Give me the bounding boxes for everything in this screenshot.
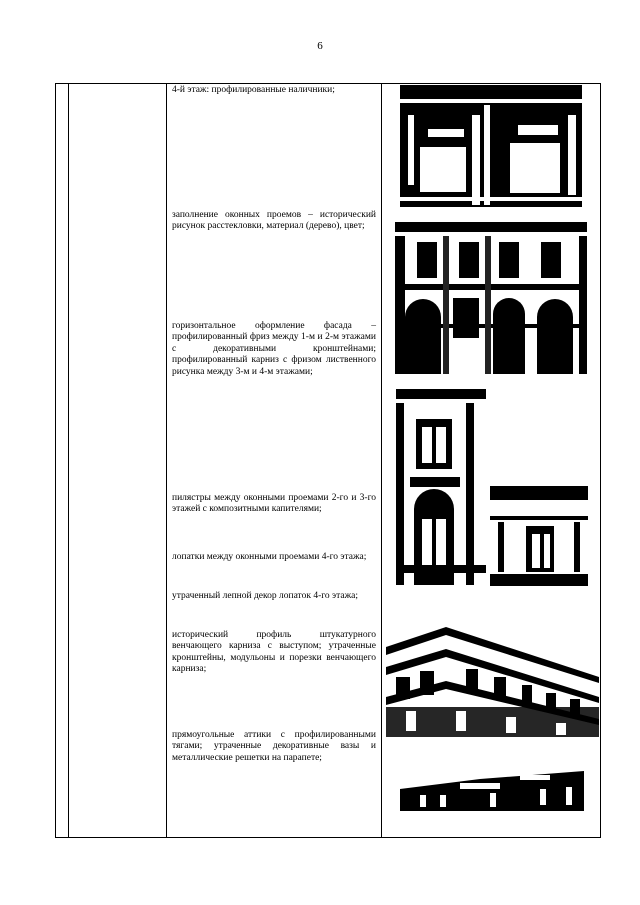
photo-pilasters (396, 389, 486, 585)
description-attics: прямоугольные аттики с профилированными тягами; утраченные декоративные вазы и металлические решетки на парапете; (172, 730, 376, 763)
description-lopatki: лопатки между оконными проемами 4-го этажа; (172, 552, 367, 562)
photo-attic (400, 765, 584, 811)
photo-facade-windows (395, 222, 587, 374)
photo-cornice (386, 607, 599, 737)
column-divider-3 (381, 84, 382, 837)
photo-window-frames (400, 85, 582, 207)
description-cornice: исторический профиль штукатурного венчающего карниза с выступом; утраченные кронштейны, модульоны и порезки венчающего карниза; (172, 630, 376, 675)
description-lost-decor: утраченный лепной декор лопаток 4-го этажа; (172, 591, 358, 601)
description-horizontal-decor: горизонтальное оформление фасада – профилированный фриз между 1-м и 2-м этажами с декоративными кронштейнами; профилированный карниз с фризом лиственного рисунка между 3-м и 4-м этажами; (172, 321, 376, 377)
page-number: 6 (317, 40, 323, 52)
description-pilasters: пилястры между оконными проемами 2-го и 3-го этажей с композитными капителями; (172, 493, 376, 515)
photo-lopatki (490, 486, 588, 586)
description-window-fill: заполнение оконных проемов – исторический рисунок расстекловки, материал (дерево), цвет; (172, 210, 376, 232)
column-divider-1 (68, 84, 69, 837)
column-divider-2 (166, 84, 167, 837)
description-window-frames: 4-й этаж: профилированные наличники; (172, 85, 335, 95)
